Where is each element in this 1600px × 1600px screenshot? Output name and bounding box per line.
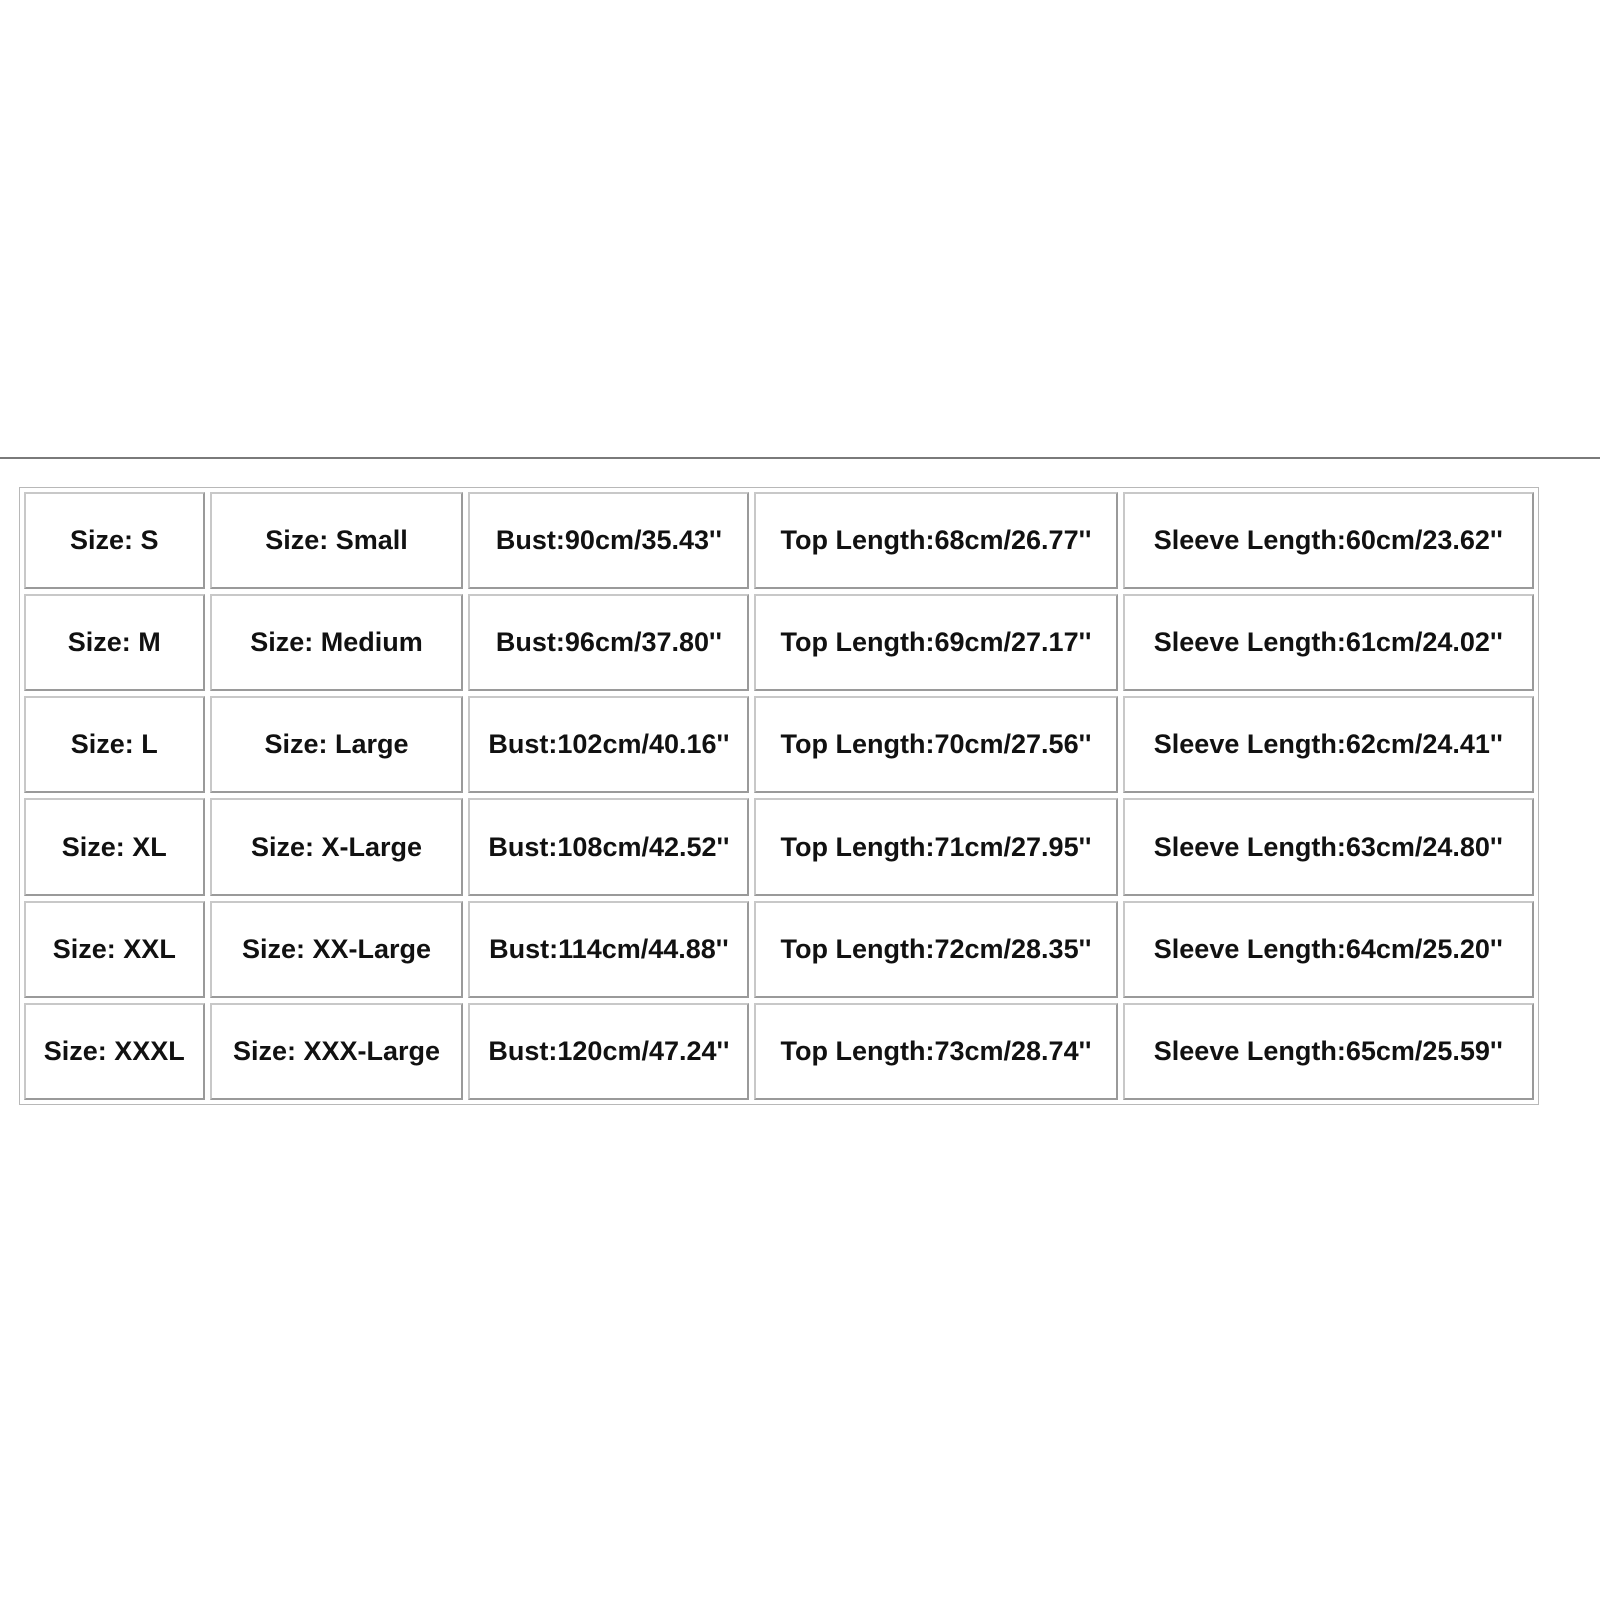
- size-name-cell: Size: Medium: [210, 594, 464, 691]
- top-length-cell: Top Length:68cm/26.77'': [754, 492, 1117, 589]
- size-code-cell: Size: XXL: [24, 901, 205, 998]
- size-code-cell: Size: S: [24, 492, 205, 589]
- table-row: [24, 696, 1534, 793]
- sleeve-length-cell: Sleeve Length:60cm/23.62'': [1123, 492, 1534, 589]
- sleeve-length-cell: Sleeve Length:61cm/24.02'': [1123, 594, 1534, 691]
- size-table: [19, 487, 1539, 1105]
- size-code-cell: Size: L: [24, 696, 205, 793]
- table-row: [24, 901, 1534, 998]
- horizontal-divider: [0, 457, 1600, 459]
- sleeve-length-cell: Sleeve Length:65cm/25.59'': [1123, 1003, 1534, 1100]
- bust-cell: Bust:114cm/44.88'': [468, 901, 749, 998]
- top-length-cell: Top Length:71cm/27.95'': [754, 798, 1117, 895]
- top-length-cell: Top Length:70cm/27.56'': [754, 696, 1117, 793]
- size-chart: [19, 487, 1539, 1105]
- size-name-cell: Size: XXX-Large: [210, 1003, 464, 1100]
- table-row: [24, 1003, 1534, 1100]
- sleeve-length-cell: Sleeve Length:64cm/25.20'': [1123, 901, 1534, 998]
- size-name-cell: Size: X-Large: [210, 798, 464, 895]
- table-row: [24, 492, 1534, 589]
- table-row: [24, 798, 1534, 895]
- size-code-cell: Size: M: [24, 594, 205, 691]
- bust-cell: Bust:96cm/37.80'': [468, 594, 749, 691]
- size-name-cell: Size: Large: [210, 696, 464, 793]
- size-code-cell: Size: XL: [24, 798, 205, 895]
- bust-cell: Bust:102cm/40.16'': [468, 696, 749, 793]
- top-length-cell: Top Length:73cm/28.74'': [754, 1003, 1117, 1100]
- size-code-cell: Size: XXXL: [24, 1003, 205, 1100]
- top-length-cell: Top Length:72cm/28.35'': [754, 901, 1117, 998]
- size-name-cell: Size: XX-Large: [210, 901, 464, 998]
- bust-cell: Bust:90cm/35.43'': [468, 492, 749, 589]
- sleeve-length-cell: Sleeve Length:63cm/24.80'': [1123, 798, 1534, 895]
- bust-cell: Bust:120cm/47.24'': [468, 1003, 749, 1100]
- bust-cell: Bust:108cm/42.52'': [468, 798, 749, 895]
- table-row: [24, 594, 1534, 691]
- size-name-cell: Size: Small: [210, 492, 464, 589]
- sleeve-length-cell: Sleeve Length:62cm/24.41'': [1123, 696, 1534, 793]
- top-length-cell: Top Length:69cm/27.17'': [754, 594, 1117, 691]
